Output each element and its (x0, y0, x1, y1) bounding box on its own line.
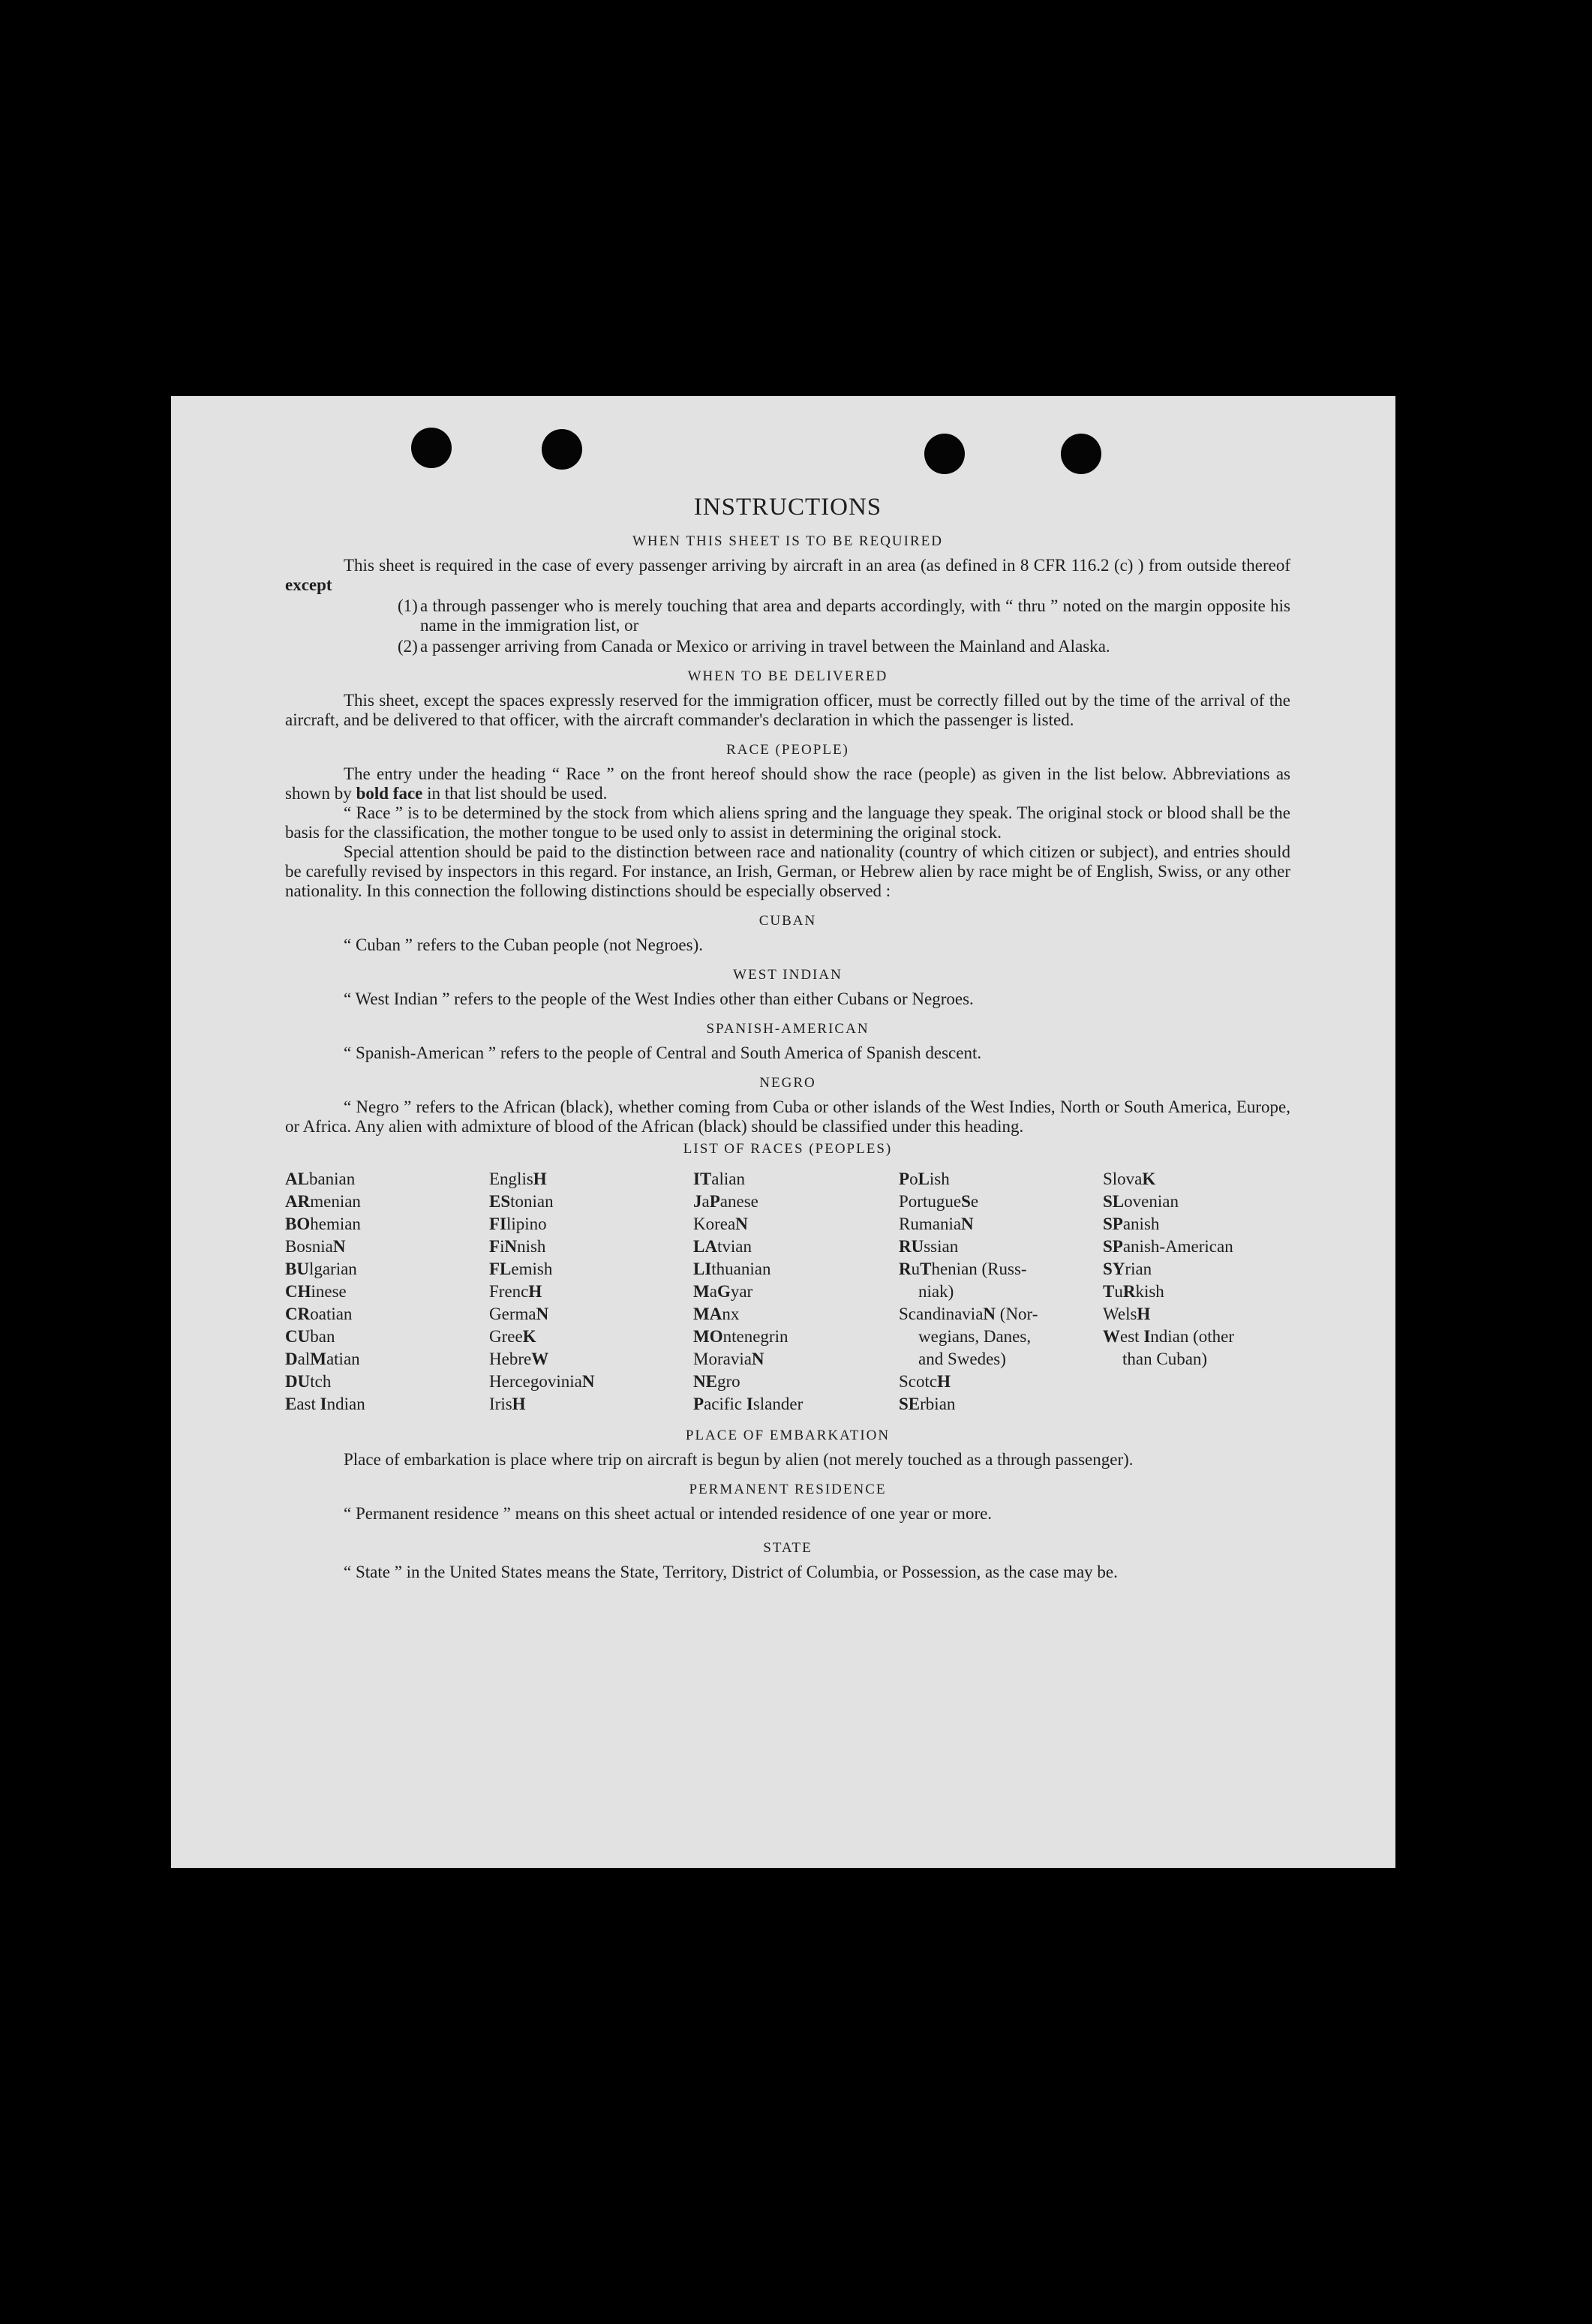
race-entry: EnglisH (489, 1170, 547, 1188)
race-entry: PortugueSe (899, 1192, 979, 1211)
section-heading-state: STATE (763, 1540, 813, 1556)
section-heading-embarkation: PLACE OF EMBARKATION (685, 1428, 891, 1443)
race-entry: HebreW (489, 1350, 549, 1368)
race-entry: CUban (285, 1327, 335, 1346)
residence-text: “ Permanent residence ” means on this sheet actual or intended residence of one year or more. (344, 1504, 993, 1523)
section-heading-negro: NEGRO (759, 1075, 816, 1091)
race-entry: HercegoviniaN (489, 1372, 595, 1391)
delivered-text: This sheet, except the spaces expressly reserved for the immigration officer, must be correctly filled out by the time of the arrival of the aircraft, and be delivered to that officer, with the aircraft commander's declaration in which the passenger is listed. (285, 691, 1290, 729)
races-column (693, 1168, 899, 1416)
section-heading-required: WHEN THIS SHEET IS TO BE REQUIRED (632, 533, 943, 549)
race-entry: ARmenian (285, 1192, 361, 1211)
race-entry: WelsH (1103, 1305, 1151, 1323)
race-entry: MOntenegrin (693, 1327, 788, 1346)
race-entry: TuRkish (1103, 1282, 1164, 1301)
section-heading-cuban: CUBAN (758, 913, 817, 929)
race-entry: FLemish (489, 1260, 553, 1278)
race-entry: ScandinaviaN (Nor- (899, 1305, 1038, 1323)
section-heading-residence: PERMANENT RESIDENCE (689, 1482, 887, 1497)
race-entry: BosniaN (285, 1237, 346, 1256)
race-entry: and Swedes) (918, 1350, 1006, 1368)
races-column (285, 1168, 489, 1416)
race-entry: LIthuanian (693, 1260, 771, 1278)
race-entry: SlovaK (1103, 1170, 1156, 1188)
instruction-sheet (171, 396, 1395, 1868)
negro-text: “ Negro ” refers to the African (black), whether coming from Cuba or other islands of the West Indies, North or South America, Europe, or Africa. Any alien with admixture of blood of the African (black) should be classified under this heading. (285, 1097, 1290, 1136)
race-entry: SErbian (899, 1395, 956, 1413)
race-entry: MaGyar (693, 1282, 753, 1301)
race-entry: KoreaN (693, 1215, 748, 1233)
race-entry: DUtch (285, 1372, 332, 1391)
race-entry: GreeK (489, 1327, 536, 1346)
race-entry: Pacific Islander (693, 1395, 804, 1413)
race-entry: FIlipino (489, 1215, 547, 1233)
race-entry: ALbanian (285, 1170, 356, 1188)
punch-hole (1061, 434, 1101, 474)
race-entry: RuThenian (Russ- (899, 1260, 1027, 1278)
race-entry: West Indian (other (1103, 1327, 1235, 1346)
section-heading-race: RACE (PEOPLE) (726, 742, 849, 758)
race-entry: ScotcH (899, 1372, 951, 1391)
exception-item: (2) a passenger arriving from Canada or Mexico or arriving in travel between the Mainland and Alaska. (398, 637, 1110, 656)
race-entry: EStonian (489, 1192, 554, 1211)
embarkation-text: Place of embarkation is place where trip on aircraft is begun by alien (not merely touched as a through passenger). (344, 1450, 1134, 1469)
race-paragraph-3: Special attention should be paid to the distinction between race and nationality (country of which citizen or subject), and entries should be carefully revised by inspectors in this regard. For instance, an Irish, German, or Hebrew alien by race might be of English, Swiss, or any other nationality. In this connection the following distinctions should be especially observed : (285, 842, 1290, 900)
race-entry: MAnx (693, 1305, 740, 1323)
race-entry: SLovenian (1103, 1192, 1179, 1211)
races-column (899, 1168, 1103, 1416)
punch-hole (542, 429, 582, 470)
race-entry: niak) (918, 1282, 954, 1301)
section-heading-delivered: WHEN TO BE DELIVERED (687, 668, 888, 684)
race-entry: JaPanese (693, 1192, 758, 1211)
race-entry: DalMatian (285, 1350, 360, 1368)
races-list (285, 1168, 1290, 1416)
race-entry: RumaniaN (899, 1215, 974, 1233)
race-entry: than Cuban) (1122, 1350, 1208, 1368)
race-entry: NEgro (693, 1372, 740, 1391)
race-entry: East Indian (285, 1395, 365, 1413)
required-intro: This sheet is required in the case of every passenger arriving by aircraft in an area (as defined in 8 CFR 116.2 (c) ) from outside thereof except (285, 556, 1290, 594)
race-entry: SYrian (1103, 1260, 1152, 1278)
sheet-content (285, 494, 1290, 1582)
race-entry: CRoatian (285, 1305, 353, 1323)
race-entry: FrencH (489, 1282, 542, 1301)
race-entry: CHinese (285, 1282, 347, 1301)
state-text: “ State ” in the United States means the State, Territory, District of Columbia, or Possession, as the case may be. (344, 1563, 1118, 1581)
punch-hole (924, 434, 965, 474)
exception-item: (1) a through passenger who is merely touching that area and departs accordingly, with “ thru ” noted on the margin opposite his name in the immigration list, or (398, 596, 1290, 635)
race-entry: RUssian (899, 1237, 959, 1256)
race-entry: PoLish (899, 1170, 950, 1188)
race-entry: BOhemian (285, 1215, 361, 1233)
race-entry: wegians, Danes, (918, 1327, 1032, 1346)
punch-hole (411, 428, 452, 468)
race-entry: BUlgarian (285, 1260, 357, 1278)
section-heading-list-of-races: LIST OF RACES (PEOPLES) (683, 1141, 893, 1157)
race-entry: SPanish (1103, 1215, 1160, 1233)
spanish-american-text: “ Spanish-American ” refers to the people of Central and South America of Spanish descent. (344, 1043, 982, 1062)
race-entry: ITalian (693, 1170, 745, 1188)
race-entry: IrisH (489, 1395, 526, 1413)
race-entry: GermaN (489, 1305, 549, 1323)
section-heading-west-indian: WEST INDIAN (733, 967, 843, 983)
race-entry: LAtvian (693, 1237, 752, 1256)
race-entry: MoraviaN (693, 1350, 764, 1368)
races-column (1103, 1168, 1290, 1416)
race-paragraph-2: “ Race ” is to be determined by the stock from which aliens spring and the language they speak. The original stock or blood shall be the basis for the classification, the mother tongue to be used only to assist in determining the original stock. (285, 803, 1290, 842)
race-entry: FiNnish (489, 1237, 546, 1256)
race-entry: SPanish-American (1103, 1237, 1233, 1256)
west-indian-text: “ West Indian ” refers to the people of the West Indies other than either Cubans or Negroes. (344, 989, 974, 1008)
race-paragraph-1: The entry under the heading “ Race ” on the front hereof should show the race (people) as given in the list below. Abbreviations as shown by bold face in that list should be used. (285, 764, 1290, 803)
races-column (489, 1168, 693, 1416)
page-title: INSTRUCTIONS (693, 494, 882, 521)
section-heading-spanish-american: SPANISH-AMERICAN (706, 1021, 870, 1037)
cuban-text: “ Cuban ” refers to the Cuban people (not Negroes). (344, 935, 704, 954)
